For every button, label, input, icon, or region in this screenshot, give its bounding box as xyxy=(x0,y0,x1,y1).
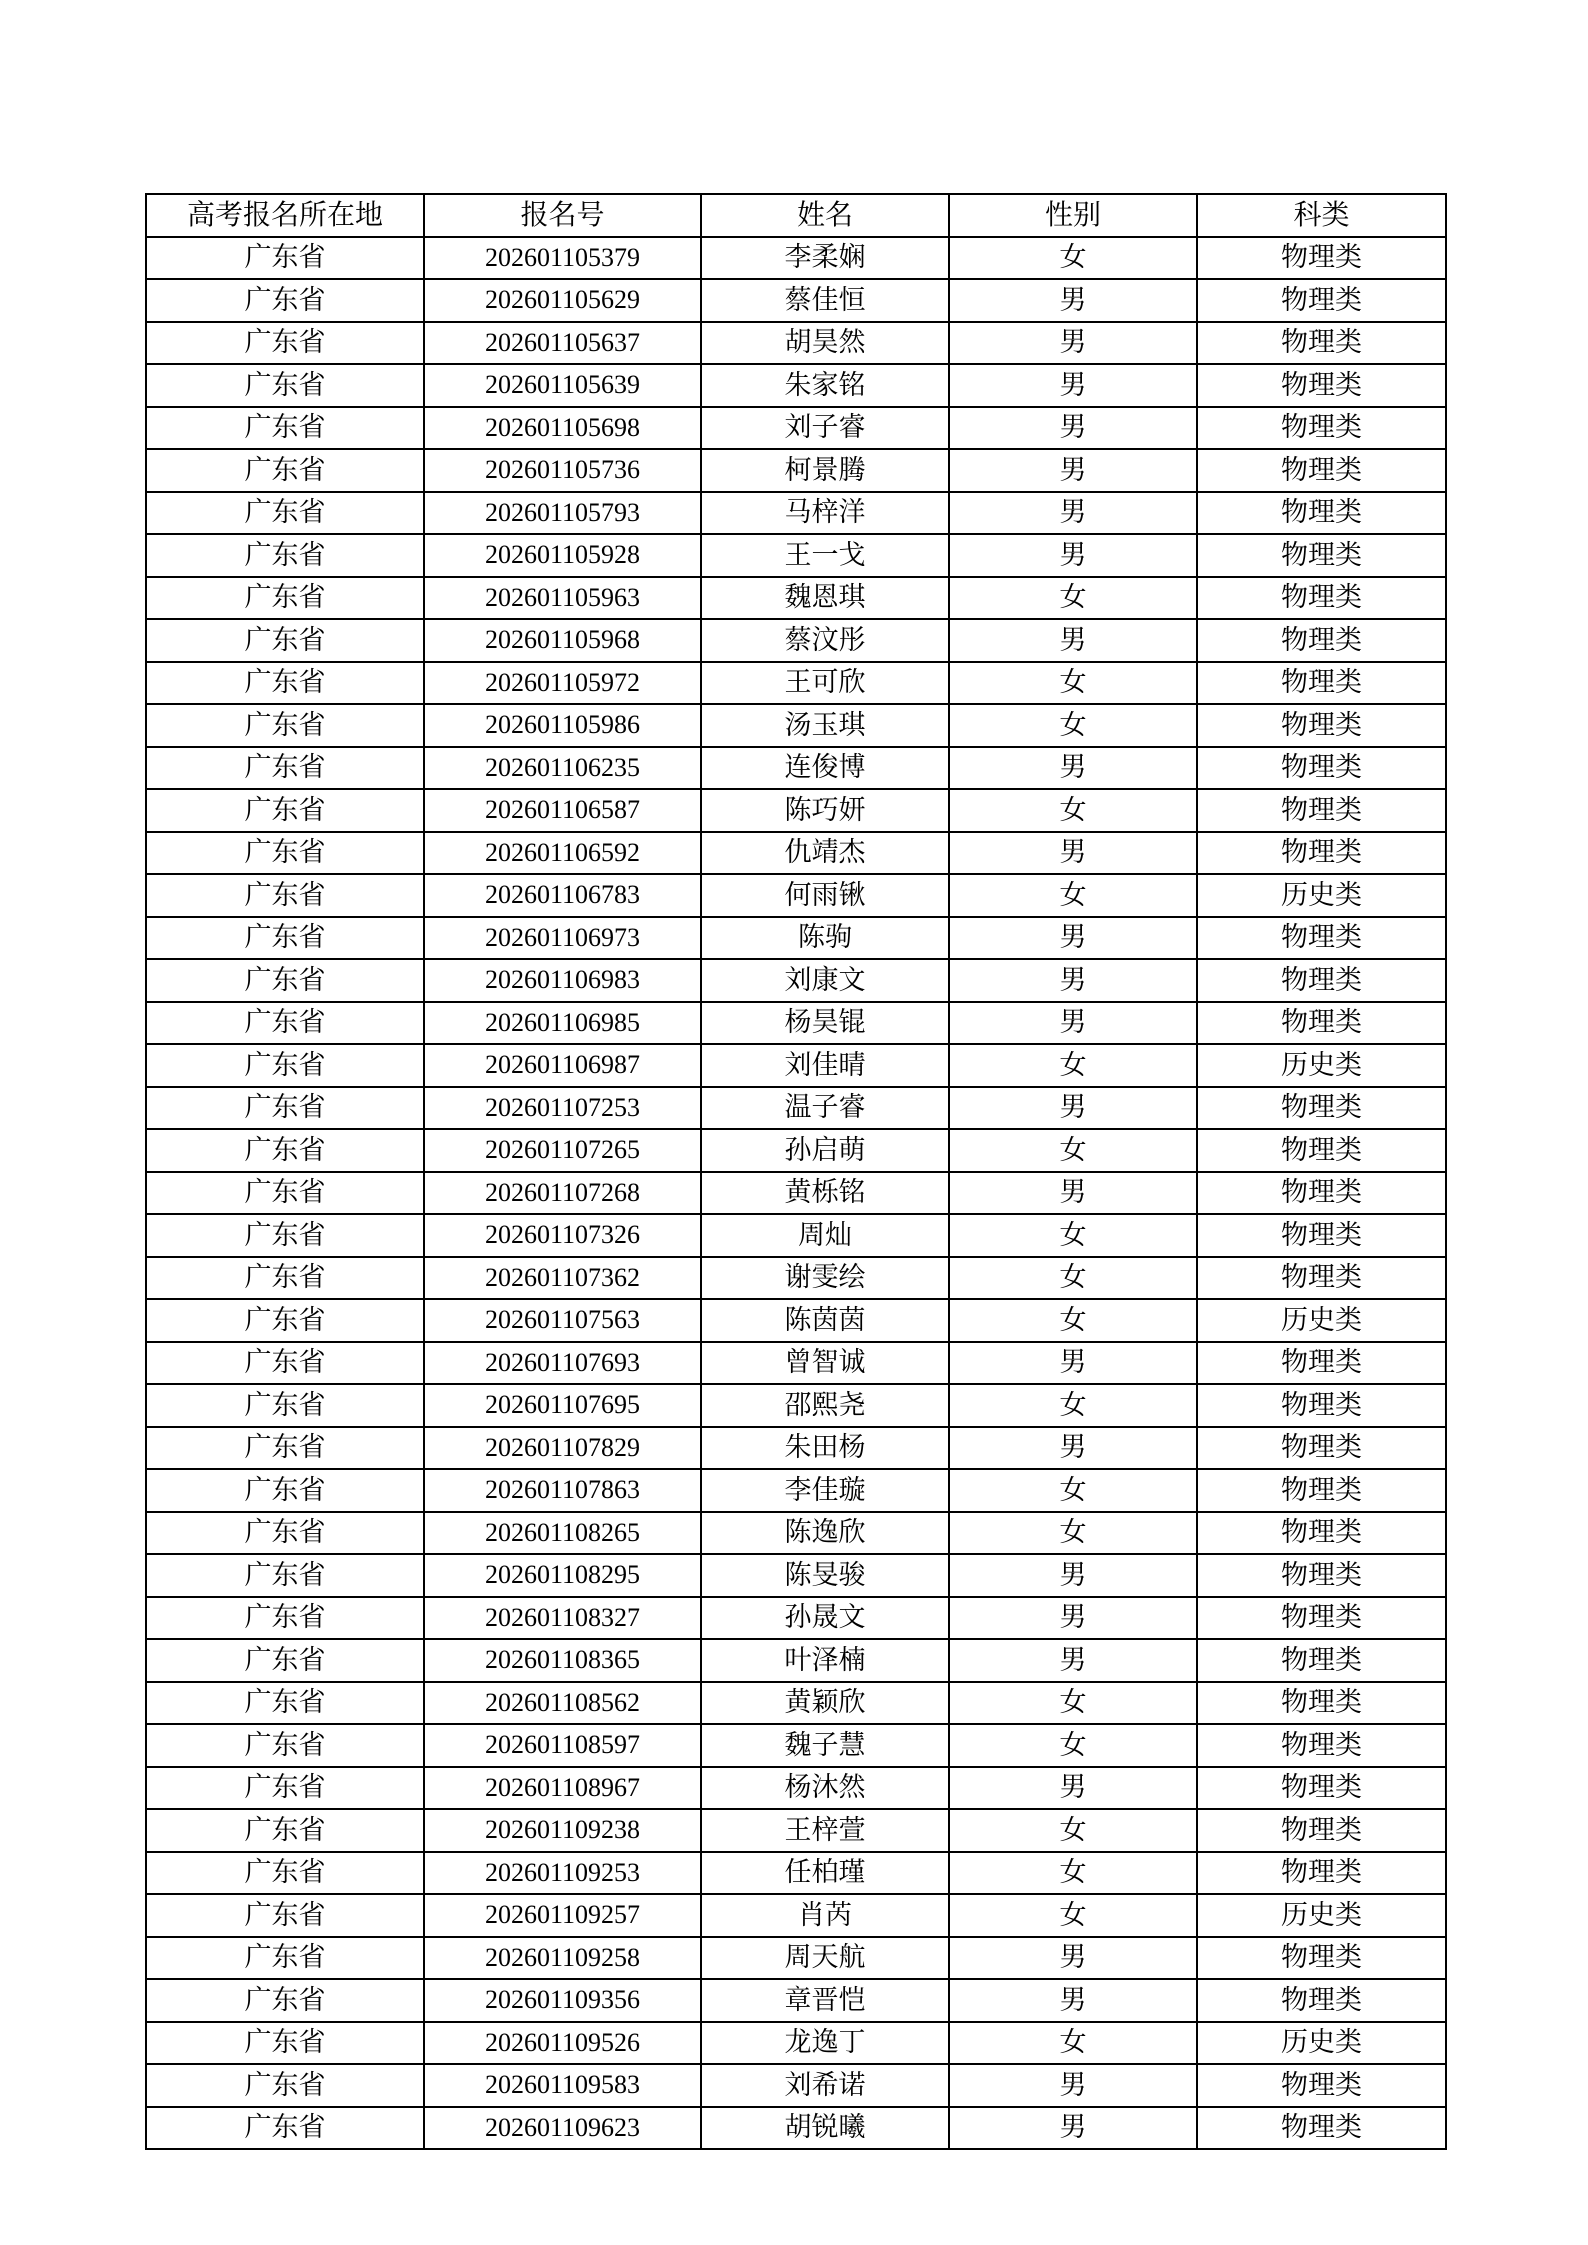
cell-registration-location: 广东省 xyxy=(146,364,424,407)
table-row xyxy=(146,747,1446,790)
cell-registration-number: 202601108295 xyxy=(424,1554,701,1597)
cell-registration-location: 广东省 xyxy=(146,747,424,790)
cell-subject-category: 物理类 xyxy=(1197,1724,1446,1767)
cell-gender: 女 xyxy=(949,1044,1197,1087)
table-row xyxy=(146,662,1446,705)
table-row xyxy=(146,1639,1446,1682)
table-row xyxy=(146,364,1446,407)
table-row xyxy=(146,577,1446,620)
cell-registration-location: 广东省 xyxy=(146,237,424,280)
cell-gender: 女 xyxy=(949,1214,1197,1257)
cell-gender: 男 xyxy=(949,364,1197,407)
cell-subject-category: 物理类 xyxy=(1197,1809,1446,1852)
table-row xyxy=(146,2107,1446,2150)
cell-gender: 女 xyxy=(949,1724,1197,1767)
table-row xyxy=(146,1894,1446,1937)
cell-gender: 男 xyxy=(949,917,1197,960)
cell-registration-location: 广东省 xyxy=(146,1214,424,1257)
table-row xyxy=(146,237,1446,280)
cell-subject-category: 物理类 xyxy=(1197,917,1446,960)
cell-gender: 女 xyxy=(949,1894,1197,1937)
cell-name: 孙晟文 xyxy=(701,1597,949,1640)
cell-registration-location: 广东省 xyxy=(146,449,424,492)
cell-subject-category: 物理类 xyxy=(1197,449,1446,492)
table-row xyxy=(146,1554,1446,1597)
cell-name: 马梓洋 xyxy=(701,492,949,535)
cell-registration-location: 广东省 xyxy=(146,1172,424,1215)
cell-registration-number: 202601108967 xyxy=(424,1767,701,1810)
cell-name: 李佳璇 xyxy=(701,1469,949,1512)
cell-name: 胡昊然 xyxy=(701,322,949,365)
cell-registration-location: 广东省 xyxy=(146,1129,424,1172)
cell-name: 刘康文 xyxy=(701,959,949,1002)
table-row xyxy=(146,1427,1446,1470)
table-row xyxy=(146,1512,1446,1555)
cell-registration-location: 广东省 xyxy=(146,1427,424,1470)
cell-subject-category: 物理类 xyxy=(1197,1979,1446,2022)
cell-registration-location: 广东省 xyxy=(146,1257,424,1300)
cell-registration-number: 202601106235 xyxy=(424,747,701,790)
cell-gender: 女 xyxy=(949,1852,1197,1895)
cell-subject-category: 物理类 xyxy=(1197,1682,1446,1725)
cell-name: 曾智诚 xyxy=(701,1342,949,1385)
cell-subject-category: 物理类 xyxy=(1197,1427,1446,1470)
cell-name: 周天航 xyxy=(701,1937,949,1980)
cell-registration-number: 202601107563 xyxy=(424,1299,701,1342)
cell-name: 任柏瑾 xyxy=(701,1852,949,1895)
table-body xyxy=(146,237,1446,2150)
cell-registration-location: 广东省 xyxy=(146,917,424,960)
cell-subject-category: 历史类 xyxy=(1197,2022,1446,2065)
cell-registration-location: 广东省 xyxy=(146,1809,424,1852)
cell-subject-category: 物理类 xyxy=(1197,704,1446,747)
cell-name: 邵熙尧 xyxy=(701,1384,949,1427)
table-row xyxy=(146,874,1446,917)
cell-subject-category: 物理类 xyxy=(1197,279,1446,322)
cell-subject-category: 物理类 xyxy=(1197,1469,1446,1512)
cell-gender: 女 xyxy=(949,237,1197,280)
table-row xyxy=(146,492,1446,535)
cell-registration-number: 202601108562 xyxy=(424,1682,701,1725)
cell-gender: 男 xyxy=(949,492,1197,535)
cell-registration-number: 202601105698 xyxy=(424,407,701,450)
table-row xyxy=(146,1852,1446,1895)
cell-registration-number: 202601109623 xyxy=(424,2107,701,2150)
cell-registration-location: 广东省 xyxy=(146,1384,424,1427)
cell-registration-number: 202601107265 xyxy=(424,1129,701,1172)
cell-name: 魏恩琪 xyxy=(701,577,949,620)
cell-gender: 女 xyxy=(949,1299,1197,1342)
table-header-row xyxy=(146,194,1446,237)
table-row xyxy=(146,1299,1446,1342)
cell-registration-location: 广东省 xyxy=(146,2022,424,2065)
cell-registration-number: 202601105963 xyxy=(424,577,701,620)
cell-registration-location: 广东省 xyxy=(146,874,424,917)
cell-gender: 男 xyxy=(949,1639,1197,1682)
cell-gender: 女 xyxy=(949,1682,1197,1725)
header-registration-number: 报名号 xyxy=(424,194,701,237)
cell-subject-category: 物理类 xyxy=(1197,1384,1446,1427)
cell-name: 刘佳晴 xyxy=(701,1044,949,1087)
table-row xyxy=(146,1682,1446,1725)
cell-name: 刘子睿 xyxy=(701,407,949,450)
cell-gender: 男 xyxy=(949,449,1197,492)
cell-name: 柯景腾 xyxy=(701,449,949,492)
cell-name: 魏子慧 xyxy=(701,1724,949,1767)
cell-registration-number: 202601105928 xyxy=(424,534,701,577)
cell-registration-location: 广东省 xyxy=(146,492,424,535)
cell-subject-category: 物理类 xyxy=(1197,237,1446,280)
cell-registration-location: 广东省 xyxy=(146,832,424,875)
cell-gender: 男 xyxy=(949,1979,1197,2022)
cell-name: 温子睿 xyxy=(701,1087,949,1130)
cell-registration-location: 广东省 xyxy=(146,1937,424,1980)
table-header xyxy=(146,194,1446,237)
cell-gender: 男 xyxy=(949,1002,1197,1045)
table-row xyxy=(146,1469,1446,1512)
cell-gender: 女 xyxy=(949,704,1197,747)
cell-gender: 女 xyxy=(949,2022,1197,2065)
cell-registration-number: 202601109238 xyxy=(424,1809,701,1852)
cell-registration-location: 广东省 xyxy=(146,1639,424,1682)
table-row xyxy=(146,2064,1446,2107)
table-row xyxy=(146,1979,1446,2022)
cell-registration-number: 202601106985 xyxy=(424,1002,701,1045)
cell-gender: 男 xyxy=(949,832,1197,875)
table-row xyxy=(146,407,1446,450)
cell-gender: 女 xyxy=(949,1257,1197,1300)
cell-gender: 女 xyxy=(949,874,1197,917)
header-gender: 性别 xyxy=(949,194,1197,237)
cell-registration-location: 广东省 xyxy=(146,2107,424,2150)
cell-name: 汤玉琪 xyxy=(701,704,949,747)
cell-subject-category: 物理类 xyxy=(1197,2064,1446,2107)
cell-registration-location: 广东省 xyxy=(146,1767,424,1810)
table-row xyxy=(146,704,1446,747)
cell-registration-number: 202601105637 xyxy=(424,322,701,365)
table-row xyxy=(146,1044,1446,1087)
table-row xyxy=(146,279,1446,322)
table-row xyxy=(146,1172,1446,1215)
cell-gender: 男 xyxy=(949,322,1197,365)
cell-gender: 男 xyxy=(949,407,1197,450)
cell-subject-category: 物理类 xyxy=(1197,322,1446,365)
cell-subject-category: 物理类 xyxy=(1197,1087,1446,1130)
cell-registration-number: 202601106783 xyxy=(424,874,701,917)
cell-registration-number: 202601107863 xyxy=(424,1469,701,1512)
cell-subject-category: 物理类 xyxy=(1197,1172,1446,1215)
cell-registration-number: 202601108327 xyxy=(424,1597,701,1640)
table-row xyxy=(146,1342,1446,1385)
cell-registration-location: 广东省 xyxy=(146,1044,424,1087)
cell-registration-number: 202601105379 xyxy=(424,237,701,280)
cell-registration-location: 广东省 xyxy=(146,1342,424,1385)
cell-gender: 男 xyxy=(949,1937,1197,1980)
cell-registration-location: 广东省 xyxy=(146,704,424,747)
table-row xyxy=(146,917,1446,960)
cell-registration-location: 广东省 xyxy=(146,1979,424,2022)
cell-gender: 男 xyxy=(949,279,1197,322)
cell-subject-category: 物理类 xyxy=(1197,959,1446,1002)
cell-name: 陈茵茵 xyxy=(701,1299,949,1342)
cell-subject-category: 物理类 xyxy=(1197,619,1446,662)
cell-gender: 女 xyxy=(949,1809,1197,1852)
cell-registration-number: 202601109526 xyxy=(424,2022,701,2065)
cell-registration-number: 202601107693 xyxy=(424,1342,701,1385)
cell-registration-number: 202601105793 xyxy=(424,492,701,535)
cell-registration-number: 202601107253 xyxy=(424,1087,701,1130)
cell-name: 孙启萌 xyxy=(701,1129,949,1172)
cell-gender: 男 xyxy=(949,1554,1197,1597)
cell-gender: 男 xyxy=(949,1427,1197,1470)
cell-gender: 男 xyxy=(949,959,1197,1002)
cell-registration-location: 广东省 xyxy=(146,662,424,705)
cell-subject-category: 物理类 xyxy=(1197,747,1446,790)
cell-registration-location: 广东省 xyxy=(146,534,424,577)
cell-registration-number: 202601105968 xyxy=(424,619,701,662)
cell-subject-category: 物理类 xyxy=(1197,577,1446,620)
table-row xyxy=(146,1002,1446,1045)
cell-subject-category: 物理类 xyxy=(1197,1767,1446,1810)
cell-registration-number: 202601105986 xyxy=(424,704,701,747)
cell-subject-category: 物理类 xyxy=(1197,1554,1446,1597)
cell-registration-location: 广东省 xyxy=(146,1724,424,1767)
cell-registration-number: 202601107268 xyxy=(424,1172,701,1215)
cell-name: 叶泽楠 xyxy=(701,1639,949,1682)
cell-gender: 男 xyxy=(949,1767,1197,1810)
admission-roster-table xyxy=(145,193,1447,2150)
cell-registration-number: 202601107362 xyxy=(424,1257,701,1300)
cell-registration-number: 202601106973 xyxy=(424,917,701,960)
cell-registration-number: 202601105736 xyxy=(424,449,701,492)
table-row xyxy=(146,1384,1446,1427)
table-row xyxy=(146,789,1446,832)
cell-gender: 女 xyxy=(949,789,1197,832)
cell-registration-number: 202601109356 xyxy=(424,1979,701,2022)
cell-subject-category: 物理类 xyxy=(1197,1002,1446,1045)
cell-subject-category: 物理类 xyxy=(1197,1512,1446,1555)
cell-name: 谢雯绘 xyxy=(701,1257,949,1300)
cell-name: 王梓萱 xyxy=(701,1809,949,1852)
cell-name: 朱田杨 xyxy=(701,1427,949,1470)
header-name: 姓名 xyxy=(701,194,949,237)
cell-name: 黄颖欣 xyxy=(701,1682,949,1725)
cell-registration-location: 广东省 xyxy=(146,2064,424,2107)
table-row xyxy=(146,619,1446,662)
cell-name: 何雨锹 xyxy=(701,874,949,917)
table-row xyxy=(146,1087,1446,1130)
cell-name: 陈巧妍 xyxy=(701,789,949,832)
cell-gender: 女 xyxy=(949,1384,1197,1427)
cell-name: 李柔娴 xyxy=(701,237,949,280)
cell-gender: 男 xyxy=(949,747,1197,790)
cell-subject-category: 历史类 xyxy=(1197,1894,1446,1937)
table-row xyxy=(146,1214,1446,1257)
cell-name: 龙逸丁 xyxy=(701,2022,949,2065)
cell-subject-category: 物理类 xyxy=(1197,1639,1446,1682)
table-row xyxy=(146,959,1446,1002)
table-row xyxy=(146,1724,1446,1767)
cell-registration-number: 202601106592 xyxy=(424,832,701,875)
cell-subject-category: 物理类 xyxy=(1197,1852,1446,1895)
cell-subject-category: 物理类 xyxy=(1197,1937,1446,1980)
cell-name: 陈旻骏 xyxy=(701,1554,949,1597)
cell-registration-number: 202601109257 xyxy=(424,1894,701,1937)
table-row xyxy=(146,1767,1446,1810)
cell-subject-category: 物理类 xyxy=(1197,364,1446,407)
header-registration-location: 高考报名所在地 xyxy=(146,194,424,237)
cell-registration-number: 202601105629 xyxy=(424,279,701,322)
cell-gender: 男 xyxy=(949,1087,1197,1130)
cell-registration-location: 广东省 xyxy=(146,619,424,662)
cell-name: 王可欣 xyxy=(701,662,949,705)
cell-name: 胡锐曦 xyxy=(701,2107,949,2150)
cell-name: 周灿 xyxy=(701,1214,949,1257)
cell-registration-location: 广东省 xyxy=(146,279,424,322)
cell-name: 陈驹 xyxy=(701,917,949,960)
cell-subject-category: 物理类 xyxy=(1197,2107,1446,2150)
cell-name: 陈逸欣 xyxy=(701,1512,949,1555)
table-row xyxy=(146,1129,1446,1172)
cell-gender: 男 xyxy=(949,619,1197,662)
cell-name: 蔡汶彤 xyxy=(701,619,949,662)
cell-subject-category: 物理类 xyxy=(1197,1342,1446,1385)
cell-registration-location: 广东省 xyxy=(146,1682,424,1725)
cell-name: 黄栎铭 xyxy=(701,1172,949,1215)
cell-registration-location: 广东省 xyxy=(146,1512,424,1555)
cell-registration-location: 广东省 xyxy=(146,789,424,832)
cell-subject-category: 历史类 xyxy=(1197,1044,1446,1087)
cell-subject-category: 物理类 xyxy=(1197,1597,1446,1640)
cell-registration-location: 广东省 xyxy=(146,1852,424,1895)
cell-subject-category: 物理类 xyxy=(1197,407,1446,450)
cell-subject-category: 物理类 xyxy=(1197,832,1446,875)
table-row xyxy=(146,449,1446,492)
header-subject-category: 科类 xyxy=(1197,194,1446,237)
table-row xyxy=(146,1597,1446,1640)
cell-registration-number: 202601108265 xyxy=(424,1512,701,1555)
cell-registration-number: 202601106983 xyxy=(424,959,701,1002)
cell-registration-number: 202601109253 xyxy=(424,1852,701,1895)
cell-registration-number: 202601109258 xyxy=(424,1937,701,1980)
cell-subject-category: 物理类 xyxy=(1197,492,1446,535)
cell-registration-number: 202601105972 xyxy=(424,662,701,705)
cell-registration-location: 广东省 xyxy=(146,407,424,450)
table-row xyxy=(146,1809,1446,1852)
cell-name: 王一戈 xyxy=(701,534,949,577)
cell-registration-location: 广东省 xyxy=(146,959,424,1002)
cell-gender: 男 xyxy=(949,1172,1197,1215)
cell-registration-location: 广东省 xyxy=(146,1597,424,1640)
cell-subject-category: 物理类 xyxy=(1197,534,1446,577)
cell-registration-location: 广东省 xyxy=(146,1469,424,1512)
cell-registration-location: 广东省 xyxy=(146,1554,424,1597)
cell-registration-location: 广东省 xyxy=(146,1299,424,1342)
table-row xyxy=(146,1257,1446,1300)
cell-gender: 女 xyxy=(949,1469,1197,1512)
cell-gender: 女 xyxy=(949,662,1197,705)
cell-subject-category: 物理类 xyxy=(1197,1129,1446,1172)
cell-gender: 男 xyxy=(949,1597,1197,1640)
cell-name: 章晋恺 xyxy=(701,1979,949,2022)
cell-gender: 男 xyxy=(949,1342,1197,1385)
table-row xyxy=(146,832,1446,875)
cell-name: 肖芮 xyxy=(701,1894,949,1937)
table-row xyxy=(146,1937,1446,1980)
cell-registration-location: 广东省 xyxy=(146,1894,424,1937)
cell-registration-number: 202601105639 xyxy=(424,364,701,407)
cell-registration-number: 202601107326 xyxy=(424,1214,701,1257)
cell-subject-category: 物理类 xyxy=(1197,789,1446,832)
cell-name: 杨沐然 xyxy=(701,1767,949,1810)
cell-gender: 女 xyxy=(949,577,1197,620)
cell-subject-category: 历史类 xyxy=(1197,874,1446,917)
cell-registration-number: 202601107829 xyxy=(424,1427,701,1470)
cell-registration-location: 广东省 xyxy=(146,1002,424,1045)
cell-name: 杨昊锟 xyxy=(701,1002,949,1045)
cell-registration-number: 202601106987 xyxy=(424,1044,701,1087)
cell-registration-location: 广东省 xyxy=(146,1087,424,1130)
cell-registration-number: 202601107695 xyxy=(424,1384,701,1427)
cell-name: 刘希诺 xyxy=(701,2064,949,2107)
cell-subject-category: 物理类 xyxy=(1197,1214,1446,1257)
cell-registration-number: 202601108365 xyxy=(424,1639,701,1682)
table-row xyxy=(146,2022,1446,2065)
cell-subject-category: 历史类 xyxy=(1197,1299,1446,1342)
cell-gender: 男 xyxy=(949,2107,1197,2150)
cell-name: 连俊博 xyxy=(701,747,949,790)
cell-gender: 男 xyxy=(949,2064,1197,2107)
cell-name: 蔡佳恒 xyxy=(701,279,949,322)
cell-subject-category: 物理类 xyxy=(1197,662,1446,705)
cell-gender: 女 xyxy=(949,1129,1197,1172)
cell-subject-category: 物理类 xyxy=(1197,1257,1446,1300)
cell-registration-number: 202601109583 xyxy=(424,2064,701,2107)
cell-registration-number: 202601108597 xyxy=(424,1724,701,1767)
table-row xyxy=(146,322,1446,365)
cell-registration-location: 广东省 xyxy=(146,322,424,365)
cell-registration-number: 202601106587 xyxy=(424,789,701,832)
cell-registration-location: 广东省 xyxy=(146,577,424,620)
cell-gender: 男 xyxy=(949,534,1197,577)
table-row xyxy=(146,534,1446,577)
cell-gender: 女 xyxy=(949,1512,1197,1555)
cell-name: 仇靖杰 xyxy=(701,832,949,875)
cell-name: 朱家铭 xyxy=(701,364,949,407)
